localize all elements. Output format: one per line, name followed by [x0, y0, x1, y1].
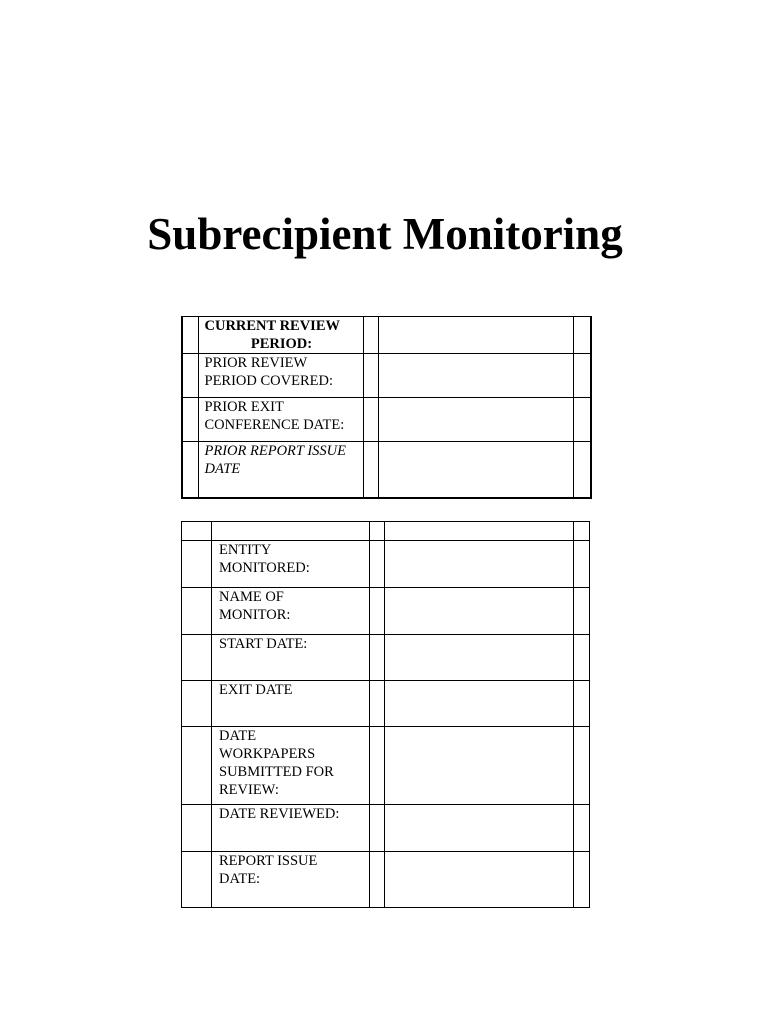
row-margin-cell	[182, 354, 198, 398]
exit-date-field[interactable]	[385, 681, 574, 727]
review-period-table	[181, 316, 592, 499]
row-margin-cell	[182, 442, 198, 498]
table-row	[182, 588, 590, 635]
name-of-monitor-label	[212, 588, 370, 635]
label-line: REPORT ISSUE	[219, 853, 318, 869]
row-margin-cell	[574, 541, 590, 588]
spacer-cell	[370, 588, 385, 635]
date-workpapers-submitted-field[interactable]	[385, 727, 574, 805]
row-margin-cell	[574, 681, 590, 727]
header-row-field	[385, 522, 574, 541]
table-row	[182, 398, 591, 442]
row-margin-cell	[182, 635, 212, 681]
row-margin-cell	[573, 398, 591, 442]
spacer-cell	[363, 317, 378, 354]
spacer-cell	[363, 398, 378, 442]
label-line: SUBMITTED FOR	[219, 764, 334, 780]
table-row	[182, 354, 591, 398]
report-issue-date-field[interactable]	[385, 852, 574, 908]
row-margin-cell	[574, 588, 590, 635]
row-margin-cell	[182, 588, 212, 635]
label-line: ENTITY	[219, 542, 272, 558]
report-issue-date-label	[212, 852, 370, 908]
label-line: PRIOR EXIT	[204, 399, 284, 415]
row-margin-cell	[574, 522, 590, 541]
name-of-monitor-field[interactable]	[385, 588, 574, 635]
current-review-period-field[interactable]	[378, 317, 573, 354]
label-line: CURRENT REVIEW	[204, 318, 340, 334]
table-row	[182, 635, 590, 681]
row-margin-cell	[182, 852, 212, 908]
row-margin-cell	[574, 805, 590, 852]
prior-review-period-label	[198, 354, 363, 398]
start-date-field[interactable]	[385, 635, 574, 681]
spacer-cell	[363, 354, 378, 398]
label-line: DATE	[219, 728, 257, 744]
current-review-period-label	[198, 317, 363, 354]
spacer-cell	[370, 681, 385, 727]
row-margin-cell	[182, 727, 212, 805]
entity-monitored-label	[212, 541, 370, 588]
row-margin-cell	[182, 317, 198, 354]
date-reviewed-field[interactable]	[385, 805, 574, 852]
row-margin-cell	[574, 852, 590, 908]
exit-date-label	[212, 681, 370, 727]
spacer-cell	[370, 541, 385, 588]
table-row	[182, 442, 591, 498]
table-row	[182, 852, 590, 908]
date-reviewed-label	[212, 805, 370, 852]
header-row-label	[212, 522, 370, 541]
date-workpapers-submitted-label	[212, 727, 370, 805]
table-row	[182, 317, 591, 354]
prior-report-issue-date-label	[198, 442, 363, 498]
label-line: PRIOR REVIEW	[204, 355, 308, 371]
row-margin-cell	[573, 354, 591, 398]
label-line: WORKPAPERS	[219, 746, 316, 762]
label-line: DATE:	[219, 871, 261, 887]
spacer-cell	[370, 727, 385, 805]
monitoring-details-body	[182, 522, 590, 908]
prior-report-issue-date-field[interactable]	[378, 442, 573, 498]
monitoring-details-table	[181, 521, 590, 908]
table-row	[182, 541, 590, 588]
prior-exit-conference-date-label	[198, 398, 363, 442]
label-line: PRIOR REPORT ISSUE	[204, 443, 346, 459]
row-margin-cell	[182, 398, 198, 442]
row-margin-cell	[182, 805, 212, 852]
spacer-cell	[370, 852, 385, 908]
label-line: NAME OF	[219, 589, 284, 605]
label-line: CONFERENCE DATE:	[204, 417, 345, 433]
table-row	[182, 727, 590, 805]
spacer-cell	[370, 635, 385, 681]
spacer-cell	[370, 522, 385, 541]
label-line: MONITORED:	[219, 560, 310, 576]
row-margin-cell	[182, 681, 212, 727]
row-margin-cell	[574, 727, 590, 805]
prior-review-period-field[interactable]	[378, 354, 573, 398]
label-line: DATE	[204, 461, 241, 477]
table-row	[182, 805, 590, 852]
prior-exit-conference-date-field[interactable]	[378, 398, 573, 442]
row-margin-cell	[574, 635, 590, 681]
entity-monitored-field[interactable]	[385, 541, 574, 588]
label-line: DATE REVIEWED:	[219, 806, 340, 822]
spacer-cell	[370, 805, 385, 852]
label-line: START DATE:	[219, 636, 308, 652]
row-margin-cell	[182, 541, 212, 588]
spacer-cell	[363, 442, 378, 498]
table-row	[182, 522, 590, 541]
label-line: EXIT DATE	[219, 682, 293, 698]
row-margin-cell	[573, 317, 591, 354]
label-line: MONITOR:	[219, 607, 291, 623]
label-line: PERIOD:	[250, 336, 313, 352]
start-date-label	[212, 635, 370, 681]
label-line: REVIEW:	[219, 782, 279, 798]
row-margin-cell	[182, 522, 212, 541]
label-line: PERIOD COVERED:	[204, 373, 333, 389]
page-title: Subrecipient Monitoring	[147, 209, 623, 259]
row-margin-cell	[573, 442, 591, 498]
table-row	[182, 681, 590, 727]
